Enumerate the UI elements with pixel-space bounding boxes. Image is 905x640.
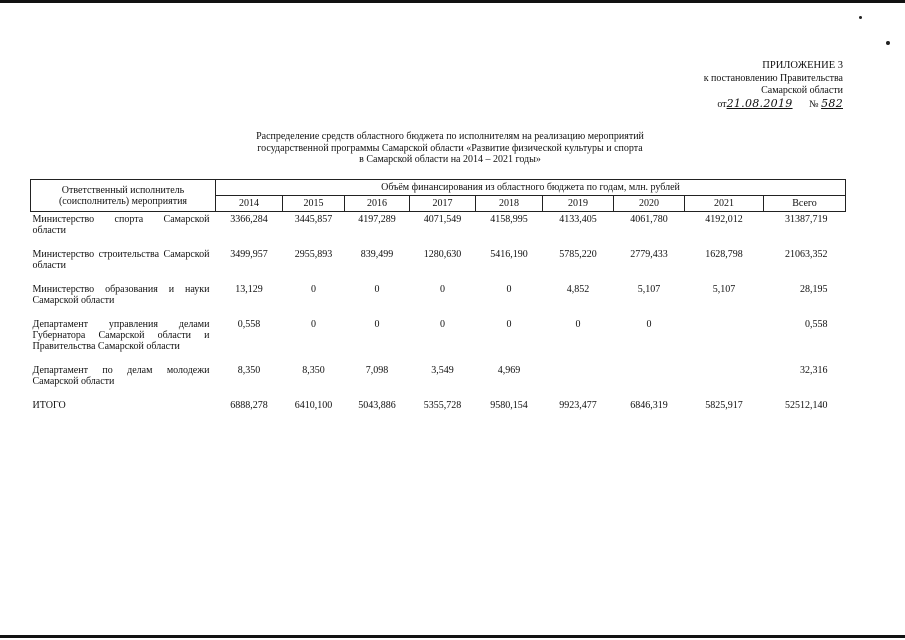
header-total: Всего <box>764 196 846 212</box>
cell-value: 0 <box>506 319 512 330</box>
executor-name: Министерство строительства Самарской области <box>32 249 210 271</box>
cell-value: 5,107 <box>637 284 661 295</box>
header-year: 2018 <box>476 196 543 212</box>
cell-value: 1280,630 <box>423 249 462 260</box>
cell-value: 4197,289 <box>358 214 396 225</box>
heading-line: государственной программы Самарской области «Развитие физической культуры и спорта <box>257 142 643 154</box>
header-year: 2019 <box>543 196 614 212</box>
appendix-date-line <box>704 98 843 112</box>
executor-name: Министерство спорта Самарской области <box>32 214 210 236</box>
document-heading <box>230 131 670 166</box>
cell-value <box>614 353 685 388</box>
table-row <box>31 237 846 272</box>
cell-value: 4,852 <box>566 284 590 295</box>
cell-value: 5416,190 <box>490 249 528 260</box>
cell-value: 4061,780 <box>630 214 668 225</box>
cell-value: 7,098 <box>365 365 389 376</box>
cell-value: 8,350 <box>302 365 325 376</box>
cell-value: 0 <box>311 284 316 295</box>
header-year: 2020 <box>614 196 685 212</box>
executor-name: Министерство образования и науки Самарской области <box>32 284 210 306</box>
table-row <box>31 353 846 388</box>
cell-value: 0 <box>440 284 445 295</box>
cell-value: 3445,857 <box>294 214 333 225</box>
cell-value: 0 <box>311 319 316 330</box>
cell-value: 0 <box>575 319 581 330</box>
cell-value: 13,129 <box>235 284 263 295</box>
header-executor: Ответственный исполнитель (соисполнитель) мероприятия <box>31 180 216 212</box>
executor-name: Департамент по делам молодежи Самарской области <box>32 365 210 387</box>
executor-name: ИТОГО <box>32 400 66 411</box>
handwritten-number: 582 <box>821 96 843 110</box>
cell-value: 9923,477 <box>559 400 597 411</box>
cell-total: 28,195 <box>800 284 828 295</box>
date-prefix: от <box>717 98 727 110</box>
table-row-total <box>31 388 846 412</box>
cell-value: 5043,886 <box>358 400 396 411</box>
header-year: 2016 <box>345 196 410 212</box>
cell-value: 6846,319 <box>630 400 668 411</box>
header-funding: Объём финансирования из областного бюджета по годам, млн. рублей <box>216 180 846 196</box>
handwritten-date: 21.08.2019 <box>726 96 793 110</box>
cell-total: 21063,352 <box>785 249 828 260</box>
cell-value: 9580,154 <box>490 400 528 411</box>
appendix-line: к постановлению Правительства <box>703 72 843 84</box>
header-year: 2017 <box>410 196 476 212</box>
heading-line: Распределение средств областного бюджета по исполнителям на реализацию мероприятий <box>256 131 644 142</box>
cell-value: 4192,012 <box>705 214 743 225</box>
cell-value: 4158,995 <box>490 214 528 225</box>
cell-total: 0,558 <box>805 319 828 330</box>
table-row <box>31 212 846 238</box>
cell-value: 5785,220 <box>559 249 597 260</box>
cell-value: 0 <box>646 319 652 330</box>
cell-value: 4071,549 <box>423 214 462 225</box>
cell-value: 5,107 <box>712 284 736 295</box>
cell-value: 6888,278 <box>230 400 268 411</box>
appendix-title: ПРИЛОЖЕНИЕ 3 <box>762 60 843 71</box>
cell-total: 52512,140 <box>785 400 828 411</box>
header-year: 2014 <box>216 196 283 212</box>
cell-value <box>543 353 614 388</box>
cell-value: 0 <box>506 284 512 295</box>
table-row <box>31 307 846 353</box>
cell-value: 2955,893 <box>294 249 333 260</box>
cell-value: 8,350 <box>237 365 261 376</box>
cell-value: 5355,728 <box>423 400 462 411</box>
cell-value: 3366,284 <box>230 214 268 225</box>
cell-value: 0 <box>440 319 445 330</box>
cell-value: 1628,798 <box>705 249 743 260</box>
cell-value: 2779,433 <box>630 249 668 260</box>
heading-line: в Самарской области на 2014 – 2021 годы» <box>359 154 541 165</box>
cell-value: 4,969 <box>497 365 521 376</box>
header-year: 2015 <box>283 196 345 212</box>
cell-value <box>685 353 764 388</box>
cell-value: 6410,100 <box>294 400 333 411</box>
scan-top-edge <box>0 0 905 3</box>
executor-name: Департамент управления делами Губернатора Самарской области и Правительства Самарской области <box>32 319 210 352</box>
scan-speck <box>886 41 890 45</box>
funding-table <box>30 179 846 412</box>
cell-value: 0 <box>374 319 380 330</box>
header-year: 2021 <box>685 196 764 212</box>
cell-total: 31387,719 <box>785 214 828 225</box>
cell-total: 32,316 <box>800 365 828 376</box>
cell-value: 3,549 <box>431 365 454 376</box>
appendix-block <box>704 60 843 111</box>
cell-value: 3499,957 <box>230 249 268 260</box>
scan-bottom-edge <box>0 635 905 638</box>
cell-value: 5825,917 <box>705 400 743 411</box>
cell-value: 0,558 <box>237 319 261 330</box>
cell-value: 4133,405 <box>559 214 597 225</box>
scan-speck <box>859 16 862 19</box>
cell-value <box>685 307 764 353</box>
appendix-line: Самарской области <box>761 85 843 96</box>
table-row <box>31 272 846 307</box>
cell-value: 0 <box>374 284 380 295</box>
number-label: № <box>809 98 819 110</box>
cell-value: 839,499 <box>360 249 394 260</box>
